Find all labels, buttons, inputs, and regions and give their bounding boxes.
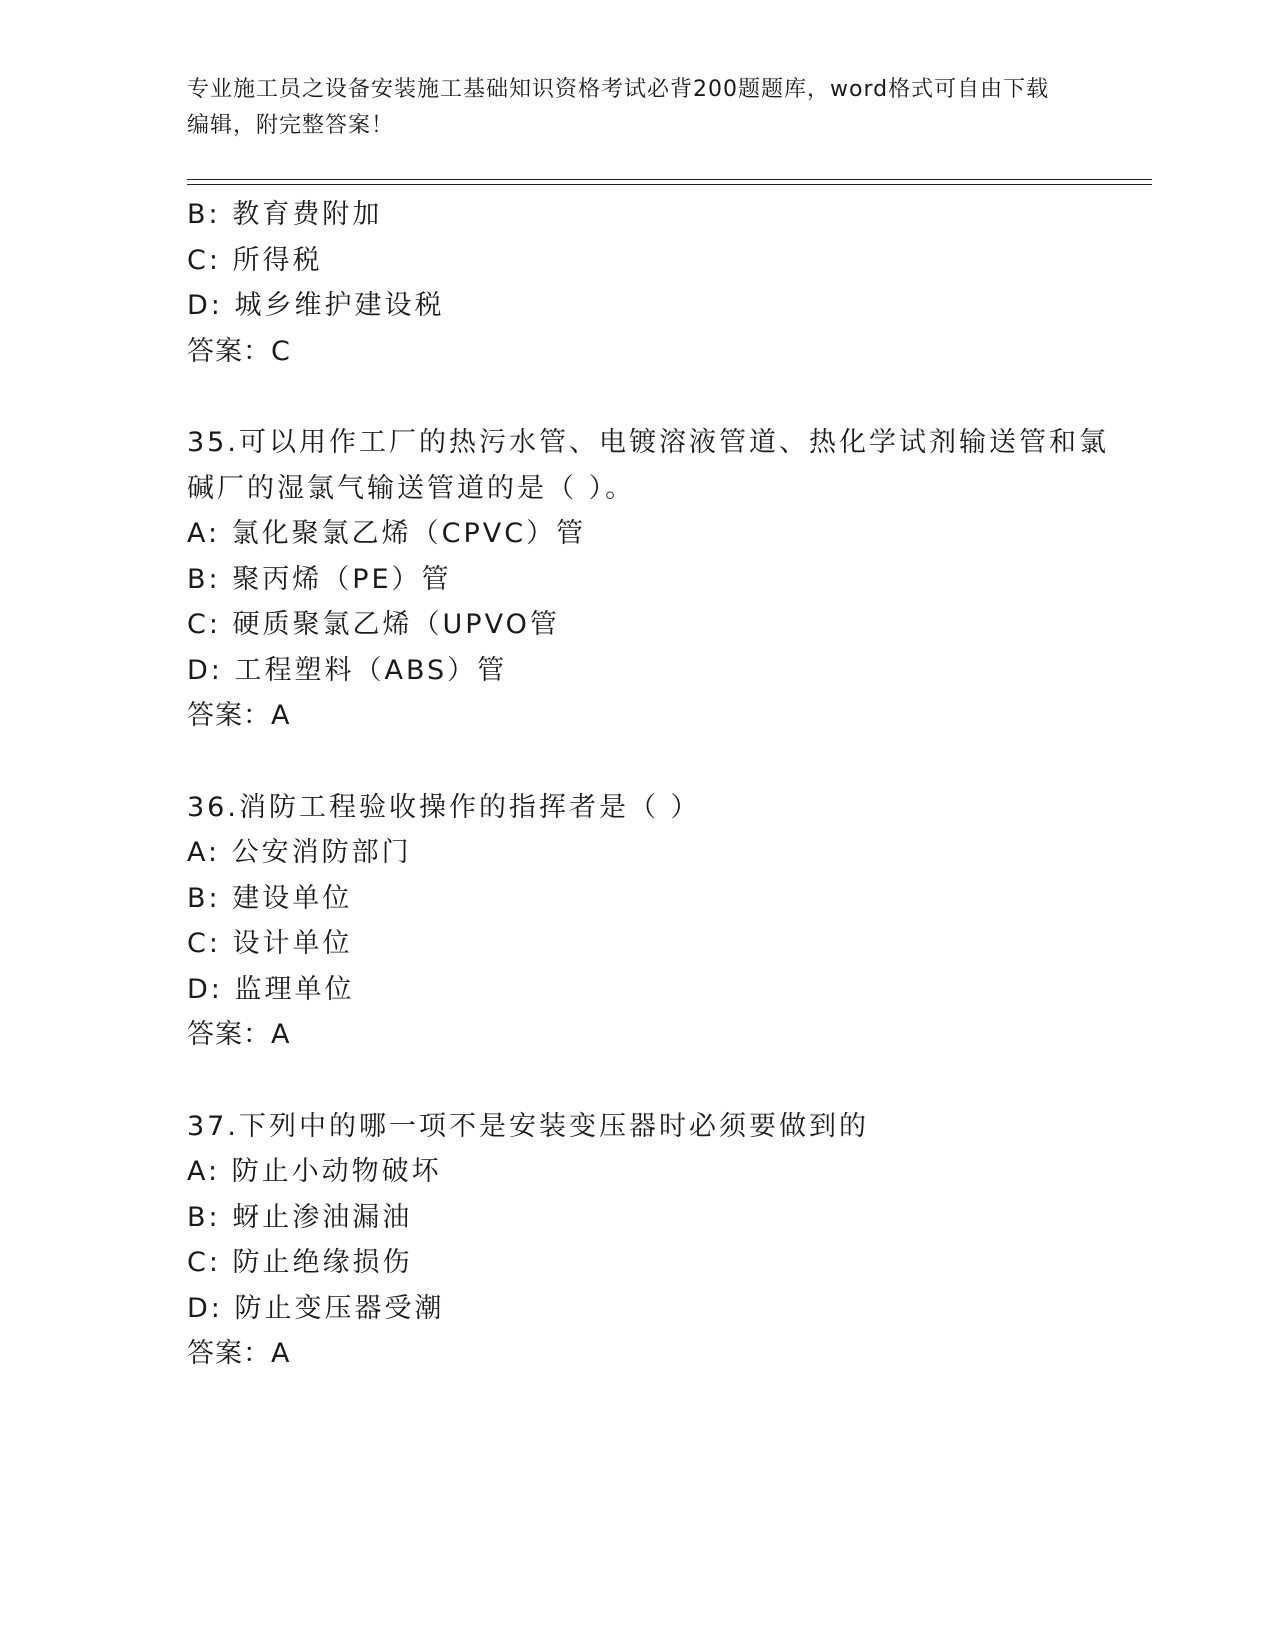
question-stem: 37.下列中的哪一项不是安装变压器时必须要做到的 (187, 1110, 869, 1142)
header-divider-top (187, 179, 1152, 180)
option-d: D: 监理单位 (187, 973, 355, 1005)
option-d: D: 防止变压器受潮 (187, 1292, 445, 1324)
option-d: D: 城乡维护建设税 (187, 290, 445, 321)
option-b: B: 建设单位 (187, 882, 353, 914)
option-b: B: 教育费附加 (187, 199, 383, 230)
answer-line: 答案：A (187, 700, 291, 731)
answer-line: 答案：A (187, 1019, 291, 1050)
question-stem: 36.消防工程验收操作的指挥者是（ ） (187, 791, 701, 823)
question-35 (187, 420, 1107, 739)
question-36 (187, 785, 1107, 1058)
option-c: C: 防止绝缘损伤 (187, 1247, 413, 1278)
option-b: B: 聚丙烯（PE）管 (187, 563, 452, 595)
option-a: A: 氯化聚氯乙烯（CPVC）管 (187, 518, 587, 549)
answer-line: 答案：C (187, 335, 291, 367)
option-a: A: 防止小动物破坏 (187, 1156, 442, 1187)
header-divider-bottom (187, 184, 1152, 185)
option-c: C: 设计单位 (187, 928, 353, 959)
document-header: 专业施工员之设备安装施工基础知识资格考试必背200题题库，word格式可自由下载编辑，附完整答案！ (187, 77, 1050, 138)
question-stem-continued: 碱厂的湿氯气输送管道的是（ ）。 (187, 472, 636, 504)
question-37 (187, 1104, 1107, 1377)
question-stem: 35.可以用作工厂的热污水管、电镀溶液管道、热化学试剂输送管和氯 (187, 427, 1109, 458)
option-d: D: 工程塑料（ABS）管 (187, 654, 508, 686)
option-a: A: 公安消防部门 (187, 837, 412, 868)
previous-question-tail (187, 192, 1107, 374)
question-list (187, 192, 1107, 1377)
option-c: C: 硬质聚氯乙烯（UPVO管 (187, 609, 560, 640)
answer-line: 答案：A (187, 1338, 291, 1369)
option-b: B: 蚜止渗油漏油 (187, 1201, 413, 1233)
option-c: C: 所得税 (187, 244, 323, 276)
